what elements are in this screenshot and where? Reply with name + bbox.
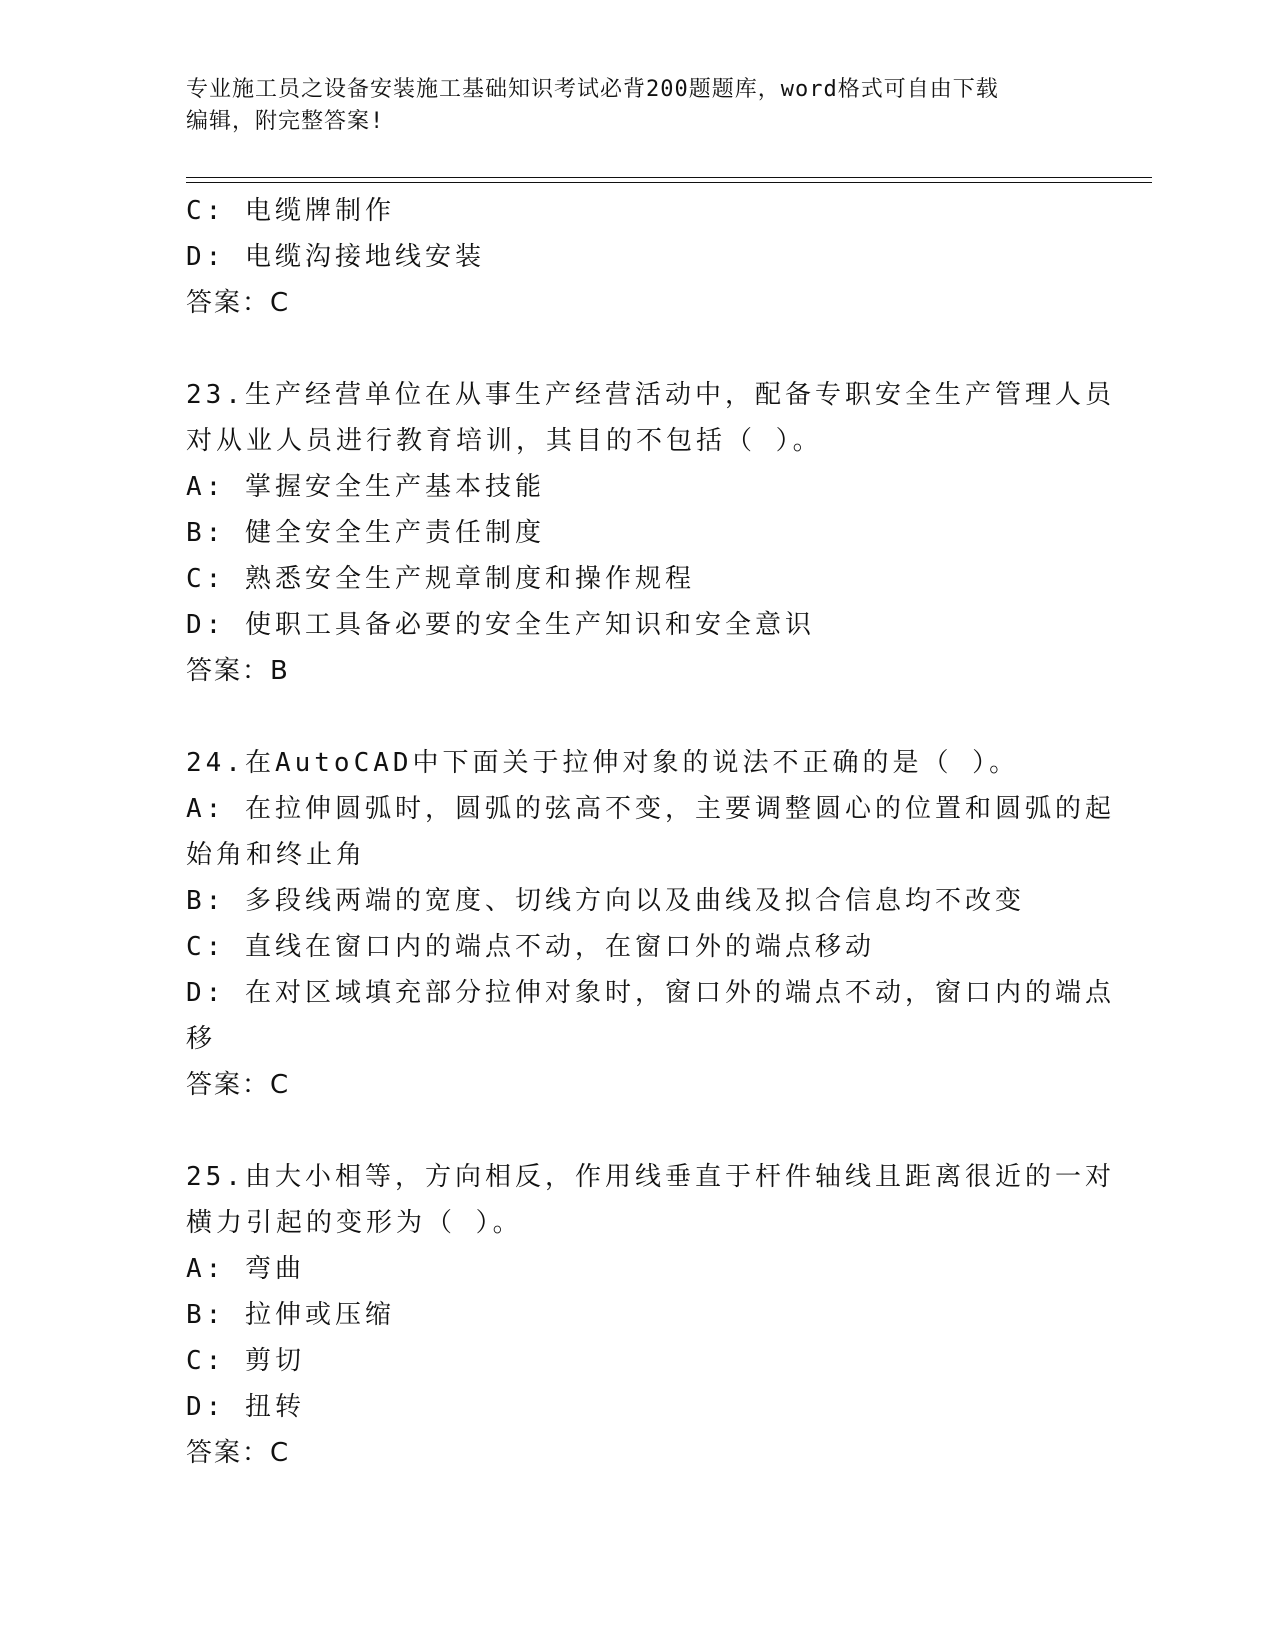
document-header (186, 74, 1086, 138)
option-a: A: 在拉伸圆弧时，圆弧的弦高不变，主要调整圆心的位置和圆弧的起 (186, 794, 1115, 824)
question-25 (186, 1154, 1115, 1476)
option-d-continuation: 移 (186, 1024, 217, 1054)
answer-line: 答案：B (186, 656, 290, 686)
option-a: A: 掌握安全生产基本技能 (186, 472, 545, 502)
header-title-line-2: 编辑，附完整答案! (186, 109, 385, 134)
header-rule-bottom (186, 182, 1152, 183)
option-b: B: 多段线两端的宽度、切线方向以及曲线及拟合信息均不改变 (186, 886, 1025, 916)
option-a-continuation: 始角和终止角 (186, 840, 367, 870)
option-d: D: 使职工具备必要的安全生产知识和安全意识 (186, 610, 815, 640)
question-24 (186, 740, 1115, 1108)
question-text-line: 横力引起的变形为（ ）。 (186, 1208, 523, 1238)
question-text-line: 23.生产经营单位在从事生产经营活动中，配备专职安全生产管理人员 (186, 380, 1115, 410)
option-a: A: 弯曲 (186, 1254, 305, 1284)
spacer (186, 326, 1086, 372)
answer-line: 答案：C (186, 288, 291, 318)
answer-line: 答案：C (186, 1438, 291, 1468)
option-c: C: 熟悉安全生产规章制度和操作规程 (186, 564, 695, 594)
option-c: C: 直线在窗口内的端点不动，在窗口外的端点移动 (186, 932, 875, 962)
document-body (186, 188, 1115, 1476)
question-text-line: 24.在AutoCAD中下面关于拉伸对象的说法不正确的是（ ）。 (186, 748, 1020, 778)
header-rule-top (186, 177, 1152, 178)
answer-line: 答案：C (186, 1070, 291, 1100)
option-d: D: 扭转 (186, 1392, 305, 1422)
option-c: C: 电缆牌制作 (186, 196, 395, 226)
option-b: B: 拉伸或压缩 (186, 1300, 395, 1330)
option-c: C: 剪切 (186, 1346, 305, 1376)
spacer (186, 694, 1086, 740)
question-23 (186, 372, 1115, 694)
spacer (186, 1108, 1086, 1154)
option-d: D: 电缆沟接地线安装 (186, 242, 485, 272)
option-d: D: 在对区域填充部分拉伸对象时，窗口外的端点不动，窗口内的端点 (186, 978, 1115, 1008)
option-b: B: 健全安全生产责任制度 (186, 518, 545, 548)
question-text-line: 25.由大小相等，方向相反，作用线垂直于杆件轴线且距离很近的一对 (186, 1162, 1115, 1192)
header-title-line-1: 专业施工员之设备安装施工基础知识考试必背200题题库，word格式可自由下载 (186, 77, 999, 102)
question-text-line: 对从业人员进行教育培训，其目的不包括（ ）。 (186, 426, 823, 456)
question-22-tail (186, 188, 1086, 326)
